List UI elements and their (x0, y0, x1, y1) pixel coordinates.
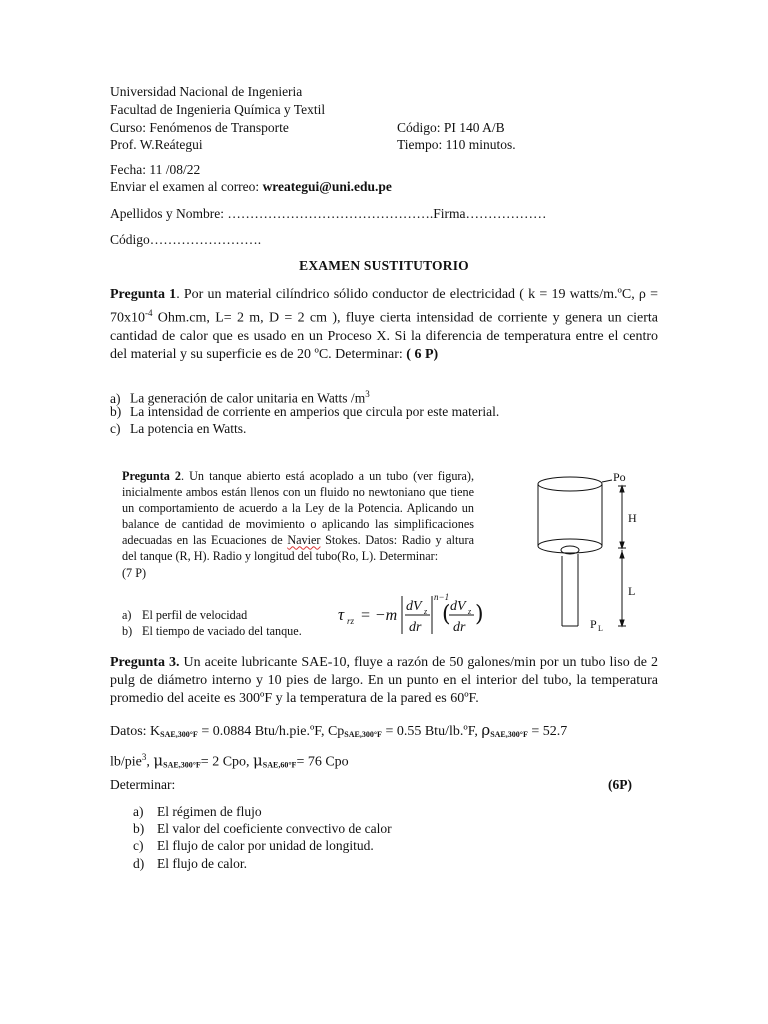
tank-tube-figure (520, 466, 670, 636)
question-3-item-d: d) El flujo de calor. (133, 856, 247, 871)
label-h: H (628, 511, 637, 525)
exam-duration: Tiempo: 110 minutos. (397, 137, 516, 152)
svg-text:z: z (424, 607, 428, 616)
question-1-points: ( 6 P) (402, 347, 439, 363)
question-2-item-b: b) El tiempo de vaciado del tanque. (122, 624, 302, 638)
label-pl: P (590, 617, 597, 631)
student-code-field: Código……………………. (110, 232, 262, 247)
question-1-label: Pregunta 1 (110, 287, 177, 302)
svg-text:n−1: n−1 (434, 592, 450, 602)
svg-text:dV: dV (450, 599, 466, 614)
label-po: Po (613, 470, 626, 484)
question-2-item-a: a) El perfil de velocidad (122, 608, 248, 622)
svg-text:dr: dr (453, 620, 466, 635)
question-2-label: Pregunta 2 (122, 469, 182, 483)
svg-text:): ) (475, 602, 484, 627)
question-1-item-b: b) La intensidad de corriente en amperios que circula por este material. (110, 404, 500, 419)
exam-date: Fecha: 11 /08/22 (110, 162, 201, 177)
question-1-item-a: a) La generación de calor unitaria en Watts $/m^3$ (110, 389, 370, 406)
course-name: Curso: Fenómenos de Transporte (110, 120, 289, 135)
course-code: Código: PI 140 A/B (397, 120, 505, 135)
tau-symbol: τ (338, 605, 345, 624)
question-3-label: Pregunta 3. (110, 655, 180, 670)
svg-text:(: ( (442, 602, 451, 627)
question-3-points: (6P) (608, 777, 632, 792)
question-2-text: Pregunta 2. Un tanque abierto está acoplado a un tubo (ver figura), inicialmente ambos están llenos con un fluido no newtoniano que tiene un comportamiento de acuerdo a la Ley de la Potencia. Aplicando un balance de cantidad de movimiento o aplicando las simplificaciones adecuadas en las Ecuaciones de Navier Stokes. Datos: Radio y altura del tanque (R, H). Radio y longitud del tubo(Ro, L). Determinar: (7 P) (122, 469, 474, 580)
question-3-item-a: a) El régimen de flujo (133, 804, 262, 819)
question-1-text: Pregunta 1. Por un material cilíndrico sólido conductor de electricidad ( k = 19 watts/m.ºC, $\rho = 70x10^{-4}$ Ohm.cm, L= 2 m, D = 2 cm ), fluye cierta intensidad de corriente y genera un cierta cantidad de calor que es usado en un Proceso X. Si la diferencia de temperatura entre el centro del material y su superficie es de 20 ºC. Determinar: ( 6 P) (110, 287, 658, 363)
professor-name: Prof. W.Reátegui (110, 137, 203, 152)
question-3-item-c: c) El flujo de calor por unidad de longitud. (133, 838, 374, 853)
label-l: L (628, 584, 636, 598)
svg-text:= −m: = −m (360, 607, 398, 624)
question-2-points: (7 P) (122, 565, 147, 580)
question-3-determine: Determinar: (110, 777, 176, 792)
question-3-data: Datos: $K_{SAE,300^\circ F} = 0.0884$ Btu/h.pie.ºF, $Cp_{SAE,300^\circ F} = 0.55$ Btu/lb.ºF, $\rho_{SAE,300^\circ F} = 52.7$ lb/pie$^3$, $\mu_{SAE,300^\circ F}= 2$ Cpo, $\mu_{SAE,60^\circ F}= 76$ Cpo (110, 721, 568, 770)
names-signature-field: Apellidos y Nombre: ……………………………………….Firma……………… (110, 206, 547, 221)
question-1-item-c: c) La potencia en Watts. (110, 421, 247, 436)
svg-text:z: z (468, 607, 472, 616)
svg-text:L: L (598, 624, 603, 633)
email-prefix: Enviar el examen al correo: (110, 179, 263, 194)
question-3-text: Pregunta 3. Un aceite lubricante SAE-10, fluye a razón de 50 galones/min por un tubo liso de 2 pulg de diámetro interno y 10 pies de largo. En un punto en el interior del tubo, la temperatura promedio del aceite es 300ºF y la temperatura de la pared es 60ºF. (110, 655, 658, 707)
svg-text:dr: dr (409, 620, 422, 635)
power-law-equation (336, 590, 486, 640)
question-3-item-b: b) El valor del coeficiente convectivo de calor (133, 821, 392, 836)
faculty-name: Facultad de Ingenieria Química y Textil (110, 102, 326, 117)
svg-text:rz: rz (347, 616, 355, 626)
svg-text:dV: dV (406, 599, 422, 614)
email-line (110, 178, 392, 196)
email-address: wreategui@uni.edu.pe (262, 179, 392, 194)
university-name: Universidad Nacional de Ingenieria (110, 84, 303, 99)
exam-title: EXAMEN SUSTITUTORIO (299, 258, 469, 273)
